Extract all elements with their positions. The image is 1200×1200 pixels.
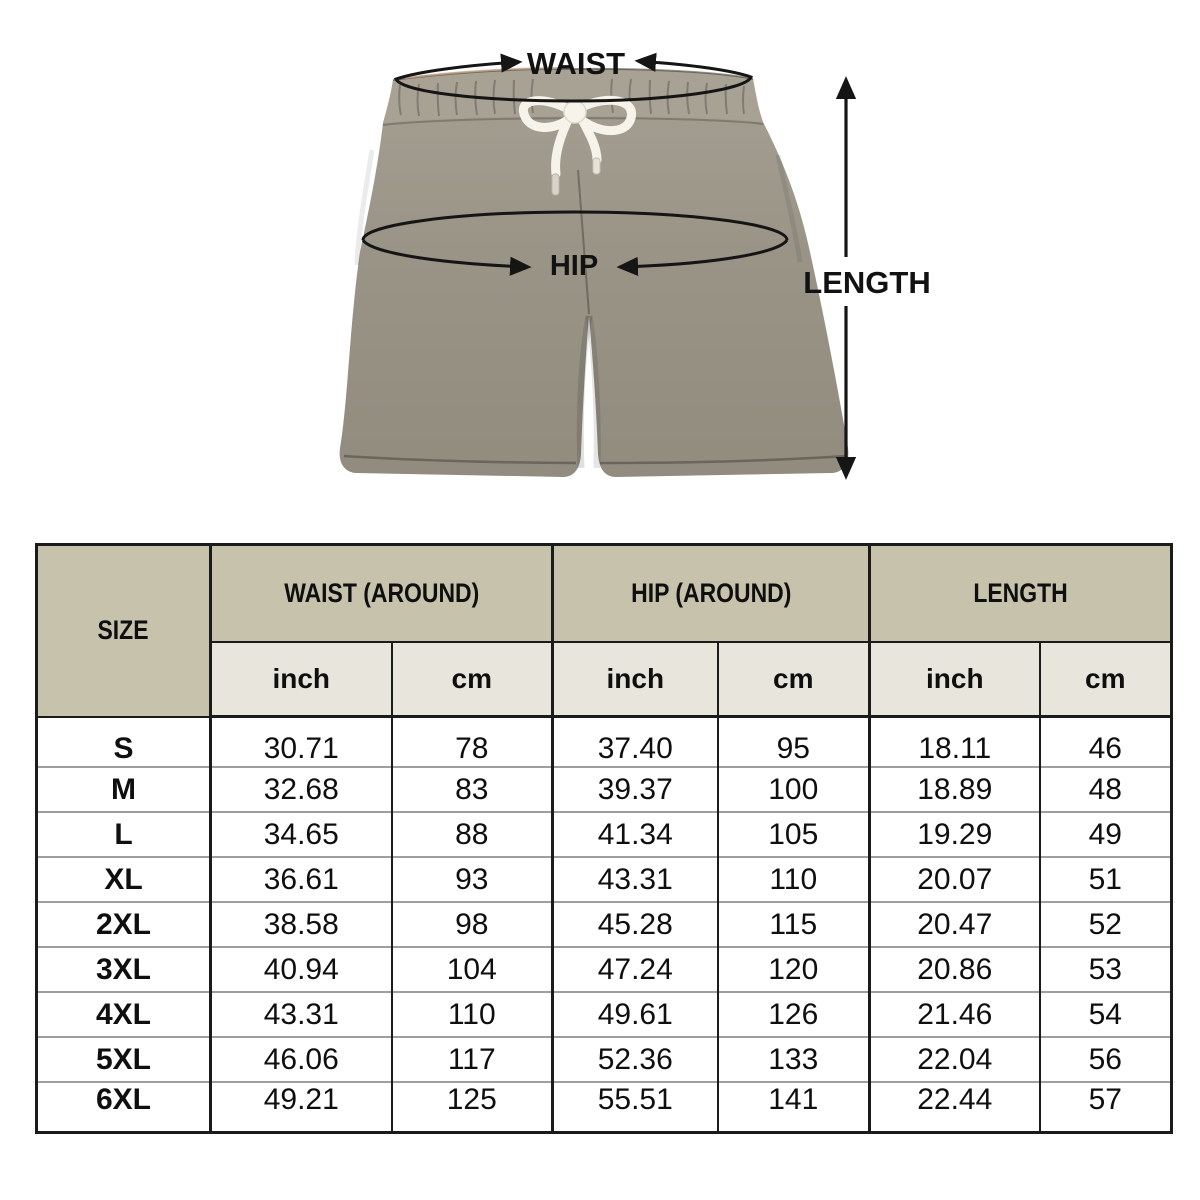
waist-label: WAIST bbox=[526, 46, 626, 81]
table-row-6xl bbox=[37, 1082, 1172, 1133]
size-chart-table bbox=[35, 543, 1173, 1134]
length-inch-cell: 20.47 bbox=[870, 902, 1040, 947]
size-cell: 3XL bbox=[37, 947, 211, 992]
hip-inch-cell: 55.51 bbox=[553, 1082, 718, 1133]
hip-cm-cell: 120 bbox=[718, 947, 870, 992]
size-cell: 2XL bbox=[37, 902, 211, 947]
hip-inch-cell: 43.31 bbox=[553, 857, 718, 902]
waist-inch-cell: 32.68 bbox=[211, 767, 392, 812]
waist-inch-cell: 30.71 bbox=[211, 717, 392, 768]
drawstring-aglet-right bbox=[593, 158, 600, 174]
hip-cm-cell: 133 bbox=[718, 1037, 870, 1082]
length-cm-cell: 56 bbox=[1040, 1037, 1172, 1082]
size-column-header: SIZE bbox=[37, 545, 211, 717]
size-cell: 5XL bbox=[37, 1037, 211, 1082]
table-row-l bbox=[37, 812, 1172, 857]
waist-cm-cell: 104 bbox=[392, 947, 553, 992]
hip-inch-cell: 47.24 bbox=[553, 947, 718, 992]
waist-inch-cell: 49.21 bbox=[211, 1082, 392, 1133]
hip-cm-cell: 126 bbox=[718, 992, 870, 1037]
hip-cm-cell: 115 bbox=[718, 902, 870, 947]
waist-inch-cell: 38.58 bbox=[211, 902, 392, 947]
hip-cm-cell: 95 bbox=[718, 717, 870, 768]
length-inch-cell: 18.89 bbox=[870, 767, 1040, 812]
size-cell: 4XL bbox=[37, 992, 211, 1037]
table-row-m bbox=[37, 767, 1172, 812]
group-header-row bbox=[37, 545, 1172, 642]
waist-inch-header: inch bbox=[211, 642, 392, 717]
waist-cm-cell: 98 bbox=[392, 902, 553, 947]
hip-inch-cell: 41.34 bbox=[553, 812, 718, 857]
size-chart bbox=[35, 543, 1170, 1134]
length-inch-cell: 19.29 bbox=[870, 812, 1040, 857]
waist-cm-cell: 110 bbox=[392, 992, 553, 1037]
waist-inch-cell: 40.94 bbox=[211, 947, 392, 992]
length-inch-cell: 20.07 bbox=[870, 857, 1040, 902]
hip-inch-cell: 49.61 bbox=[553, 992, 718, 1037]
waist-cm-cell: 125 bbox=[392, 1082, 553, 1133]
waist-cm-cell: 93 bbox=[392, 857, 553, 902]
waist-inch-cell: 34.65 bbox=[211, 812, 392, 857]
waist-cm-cell: 117 bbox=[392, 1037, 553, 1082]
length-cm-cell: 54 bbox=[1040, 992, 1172, 1037]
hip-inch-cell: 52.36 bbox=[553, 1037, 718, 1082]
length-cm-cell: 52 bbox=[1040, 902, 1172, 947]
table-row-2xl bbox=[37, 902, 1172, 947]
hip-inch-cell: 45.28 bbox=[553, 902, 718, 947]
hip-cm-header: cm bbox=[718, 642, 870, 717]
waist-inch-cell: 43.31 bbox=[211, 992, 392, 1037]
hip-inch-cell: 39.37 bbox=[553, 767, 718, 812]
length-cm-header: cm bbox=[1040, 642, 1172, 717]
shorts-measurement-diagram bbox=[0, 0, 1200, 535]
size-cell: S bbox=[113, 731, 134, 765]
size-cell: M bbox=[37, 767, 211, 812]
length-group-header: LENGTH bbox=[870, 545, 1172, 642]
length-inch-cell: 18.11 bbox=[870, 717, 1040, 768]
drawstring-aglet-left bbox=[552, 174, 559, 195]
size-cell: 6XL bbox=[37, 1082, 211, 1133]
hip-inch-cell: 37.40 bbox=[553, 717, 718, 768]
hip-cm-cell: 141 bbox=[718, 1082, 870, 1133]
table-row-4xl bbox=[37, 992, 1172, 1037]
waist-cm-cell: 78 bbox=[392, 717, 553, 768]
waist-group-header: WAIST (AROUND) bbox=[211, 545, 553, 642]
length-cm-cell: 57 bbox=[1040, 1082, 1172, 1133]
table-row-5xl bbox=[37, 1037, 1172, 1082]
waist-cm-header: cm bbox=[392, 642, 553, 717]
length-cm-cell: 53 bbox=[1040, 947, 1172, 992]
hip-cm-cell: 100 bbox=[718, 767, 870, 812]
size-cell: L bbox=[37, 812, 211, 857]
length-cm-cell: 49 bbox=[1040, 812, 1172, 857]
length-inch-header: inch bbox=[870, 642, 1040, 717]
length-inch-cell: 21.46 bbox=[870, 992, 1040, 1037]
hip-inch-header: inch bbox=[553, 642, 718, 717]
waist-cm-cell: 83 bbox=[392, 767, 553, 812]
table-row-s bbox=[37, 717, 1172, 768]
waist-inch-cell: 46.06 bbox=[211, 1037, 392, 1082]
shorts-illustration-svg bbox=[0, 0, 1200, 535]
table-row-xl bbox=[37, 857, 1172, 902]
length-label: LENGTH bbox=[803, 265, 931, 300]
length-cm-cell: 46 bbox=[1040, 717, 1172, 768]
hip-cm-cell: 105 bbox=[718, 812, 870, 857]
hip-group-header: HIP (AROUND) bbox=[553, 545, 870, 642]
length-cm-cell: 51 bbox=[1040, 857, 1172, 902]
hip-label: HIP bbox=[549, 250, 599, 282]
length-inch-cell: 22.44 bbox=[870, 1082, 1040, 1133]
waist-inch-cell: 36.61 bbox=[211, 857, 392, 902]
length-inch-cell: 22.04 bbox=[870, 1037, 1040, 1082]
length-cm-cell: 48 bbox=[1040, 767, 1172, 812]
table-row-3xl bbox=[37, 947, 1172, 992]
size-cell: XL bbox=[37, 857, 211, 902]
length-inch-cell: 20.86 bbox=[870, 947, 1040, 992]
waist-cm-cell: 88 bbox=[392, 812, 553, 857]
hip-cm-cell: 110 bbox=[718, 857, 870, 902]
